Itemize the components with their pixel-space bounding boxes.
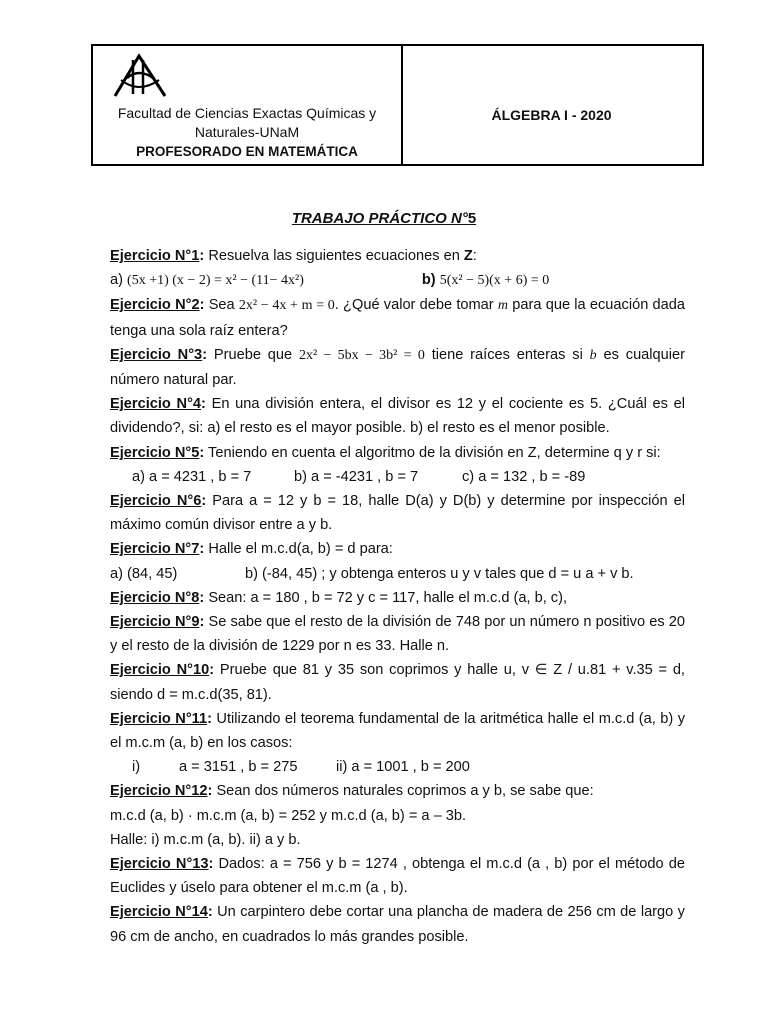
item-c: c) a = 132 , b = -89 bbox=[462, 468, 586, 485]
course-name: ÁLGEBRA I - 2020 bbox=[491, 107, 612, 123]
exercise-8: Ejercicio N°8: Sean: a = 180 , b = 72 y c = 117, halle el m.c.d (a, b, c), bbox=[110, 589, 568, 606]
exercise-text: para que la ecuación dada tenga una sola raíz entera? bbox=[110, 297, 686, 339]
exercise-14: Ejercicio N°14: Un carpintero debe cortar una plancha de madera de 256 cm de largo y 96 cm de ancho, en cuadrados lo más grandes posible. bbox=[110, 904, 685, 945]
exercise-text: Un carpintero debe cortar una plancha de madera de 256 cm de largo y 96 cm de ancho, en cuadrados lo más grandes posible. bbox=[110, 904, 685, 945]
exercise-label: Ejercicio N°8 bbox=[110, 589, 200, 606]
exercise-label: Ejercicio N°10 bbox=[110, 662, 210, 679]
exercise-text: Se sabe que el resto de la división de 748 por un número n positivo es 20 y el resto de la división de 1229 por n es 33. Halle n. bbox=[110, 614, 685, 655]
title-number: 5 bbox=[467, 210, 477, 227]
exercise-text: Resuelva las siguientes ecuaciones en bbox=[204, 248, 464, 264]
exercise-4: Ejercicio N°4: En una división entera, el divisor es 12 y el cociente es 5. ¿Cuál es el dividendo?, si: a) el resto es el mayor posible. b) el resto es el menor posible. bbox=[110, 396, 685, 437]
exercise-11-items bbox=[110, 755, 685, 779]
exercise-13: Ejercicio N°13: Dados: a = 756 y b = 1274 , obtenga el m.c.d (a , b) por el método de Euclides y úselo para obtener el m.c.m (a , b). bbox=[110, 856, 685, 897]
exercise-label: Ejercicio N°1 bbox=[110, 248, 200, 264]
header-table bbox=[91, 44, 704, 166]
item-b: b) a = -4231 , b = 7 bbox=[294, 468, 419, 485]
header-right-cell bbox=[401, 46, 702, 164]
item-a: a) (84, 45) bbox=[110, 565, 178, 582]
equation-a: (5x +1) (x − 2) = x² − (11− 4x²) bbox=[127, 273, 304, 289]
item-label: b) bbox=[421, 272, 436, 289]
exercise-12: Ejercicio N°12: Sean dos números naturales coprimos a y b, se sabe que: bbox=[110, 783, 594, 800]
exercise-label: Ejercicio N°4 bbox=[110, 396, 202, 413]
page-title bbox=[0, 210, 768, 227]
set-symbol: Z bbox=[463, 248, 473, 264]
exercise-text: Halle el m.c.d(a, b) = d para: bbox=[204, 541, 393, 558]
equation: 2x² − 5bx − 3b² = 0 bbox=[299, 347, 425, 363]
exercise-label: Ejercicio N°2 bbox=[110, 297, 200, 314]
exercise-6: Ejercicio N°6: Para a = 12 y b = 18, halle D(a) y D(b) y determine por inspección el máximo común divisor entre a y b. bbox=[110, 493, 685, 534]
exercise-text: Para a = 12 y b = 18, halle D(a) y D(b) y determine por inspección el máximo común divisor entre a y b. bbox=[110, 493, 685, 534]
exercise-5-items bbox=[110, 465, 685, 489]
exercise-7: Ejercicio N°7: Halle el m.c.d(a, b) = d para: bbox=[110, 541, 393, 558]
exercise-label: Ejercicio N°11 bbox=[110, 710, 208, 727]
exercise-text: Sean dos números naturales coprimos a y b, se sabe que: bbox=[212, 783, 594, 800]
item-ii: ii) a = 1001 , b = 200 bbox=[336, 759, 470, 776]
item-label: a) bbox=[110, 272, 123, 289]
exercise-label: Ejercicio N°9 bbox=[110, 614, 200, 631]
exercise-text-end: : bbox=[472, 248, 477, 264]
faculty-name: Facultad de Ciencias Exactas Químicas y Naturales-UNaM bbox=[117, 105, 377, 140]
equation-b: 5(x² − 5)(x + 6) = 0 bbox=[439, 273, 550, 289]
faculty-logo bbox=[109, 50, 171, 100]
exercise-1: Ejercicio N°1: Resuelva las siguientes ecuaciones en Z: bbox=[110, 248, 477, 264]
exercise-list bbox=[110, 244, 685, 949]
exercise-text: Pruebe que bbox=[207, 346, 300, 363]
exercise-text: En una división entera, el divisor es 12 y el cociente es 5. ¿Cuál es el dividendo?, si: a) el resto es el mayor posible. b) el resto es el menor posible. bbox=[110, 396, 685, 437]
exercise-label: Ejercicio N°3 bbox=[110, 346, 203, 363]
exercise-2: Ejercicio N°2: Sea 2x² − 4x + m = 0. ¿Qué valor debe tomar m para que la ecuación dada tenga una sola raíz entera? bbox=[110, 297, 686, 339]
title-text: TRABAJO PRÁCTICO N° bbox=[291, 210, 468, 227]
exercise-label: Ejercicio N°12 bbox=[110, 783, 208, 800]
variable: m bbox=[497, 298, 509, 314]
exercise-text: tiene raíces enteras si bbox=[424, 346, 590, 363]
exercise-text: es cualquier número natural par. bbox=[110, 346, 685, 389]
exercise-11: Ejercicio N°11: Utilizando el teorema fundamental de la aritmética halle el m.c.d (a, b) y el m.c.m (a, b) en los casos: bbox=[110, 710, 685, 752]
exercise-10: Ejercicio N°10: Pruebe que 81 y 35 son coprimos y halle u, v ∈ Z / u.81 + v.35 = d, siendo d = m.c.d(35, 81). bbox=[110, 662, 685, 703]
exercise-label: Ejercicio N°6 bbox=[110, 493, 202, 510]
exercise-text: . ¿Qué valor debe tomar bbox=[334, 297, 498, 314]
exercise-12-line2: m.c.d (a, b) · m.c.m (a, b) = 252 y m.c.d (a, b) = a – 3b. bbox=[110, 807, 467, 824]
exercise-text: Pruebe que 81 y 35 son coprimos y halle u, v ∈ Z / u.81 + v.35 = d, siendo d = m.c.d(35, 81). bbox=[110, 662, 685, 703]
exercise-label: Ejercicio N°14 bbox=[110, 904, 208, 921]
item-label: i) bbox=[132, 759, 141, 776]
exercise-text: Sea bbox=[204, 297, 239, 314]
exercise-label: Ejercicio N°13 bbox=[110, 856, 209, 873]
exercise-1-items bbox=[110, 268, 685, 293]
item-a: a) a = 4231 , b = 7 bbox=[132, 468, 252, 485]
exercise-label: Ejercicio N°5 bbox=[110, 444, 200, 461]
item-i: a = 3151 , b = 275 bbox=[179, 759, 298, 776]
exercise-text: Utilizando el teorema fundamental de la aritmética halle el m.c.d (a, b) y el m.c.m (a, b) en los casos: bbox=[110, 710, 685, 752]
exercise-5: Ejercicio N°5: Teniendo en cuenta el algoritmo de la división en Z, determine q y r si: bbox=[110, 444, 661, 461]
variable: b bbox=[589, 347, 597, 363]
equation: 2x² − 4x + m = 0 bbox=[238, 298, 335, 314]
exercise-9: Ejercicio N°9: Se sabe que el resto de la división de 748 por un número n positivo es 20 y el resto de la división de 1229 por n es 33. Halle n. bbox=[110, 614, 685, 655]
item-b: b) (-84, 45) ; y obtenga enteros u y v tales que d = u a + v b. bbox=[245, 565, 634, 582]
program-name: PROFESORADO EN MATEMÁTICA bbox=[136, 144, 358, 159]
exercise-3: Ejercicio N°3: Pruebe que 2x² − 5bx − 3b² = 0 tiene raíces enteras si b es cualquier número natural par. bbox=[110, 346, 685, 389]
header-left-cell bbox=[93, 46, 403, 164]
exercise-text: Dados: a = 756 y b = 1274 , obtenga el m.c.d (a , b) por el método de Euclides y úselo para obtener el m.c.m (a , b). bbox=[110, 856, 685, 897]
exercise-text: Sean: a = 180 , b = 72 y c = 117, halle el m.c.d (a, b, c), bbox=[204, 589, 568, 606]
exercise-label: Ejercicio N°7 bbox=[110, 541, 200, 558]
exercise-12-line3: Halle: i) m.c.m (a, b). ii) a y b. bbox=[110, 831, 301, 848]
exercise-7-items bbox=[110, 562, 685, 586]
exercise-text: Teniendo en cuenta el algoritmo de la división en Z, determine q y r si: bbox=[204, 444, 661, 461]
